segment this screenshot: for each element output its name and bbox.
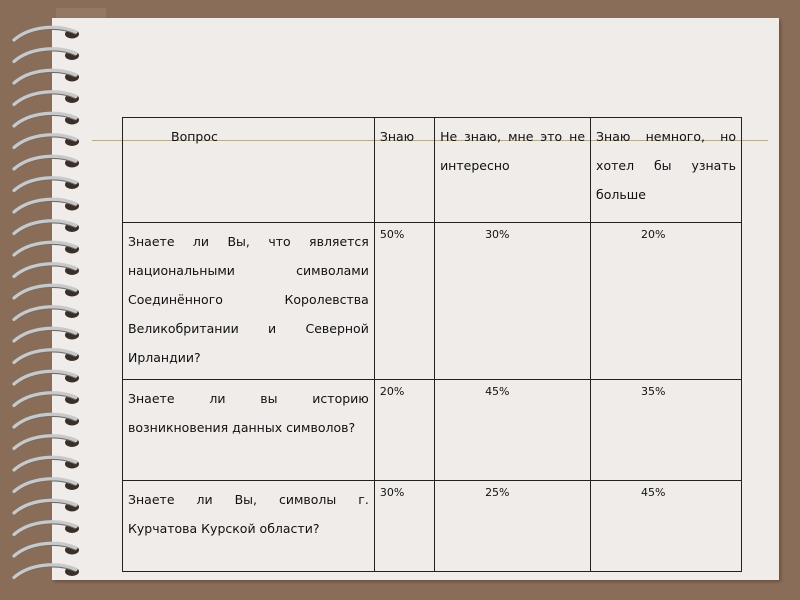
question-cell: Знаете ли Вы, символы г. Курчатова Курской области? (123, 481, 375, 572)
spiral-ring-icon (14, 199, 79, 214)
table-row (123, 223, 742, 380)
survey-table (122, 117, 742, 572)
question-cell: Знаете ли Вы, что является национальными символами Соединённого Королевства Великобритании и Северной Ирландии? (123, 223, 375, 380)
table-header-row (123, 118, 742, 223)
not-interested-cell: 25% (435, 481, 591, 572)
spiral-ring-icon (14, 328, 79, 343)
spiral-ring-icon (14, 307, 79, 322)
spiral-ring-icon (14, 522, 79, 537)
know-cell: 50% (374, 223, 434, 380)
spiral-ring-icon (14, 285, 79, 300)
want-more-cell: 45% (591, 481, 742, 572)
header-question: Вопрос (123, 118, 375, 223)
header-want-more: Знаю немного, но хотел бы узнать больше (591, 118, 742, 223)
spiral-ring-icon (14, 371, 79, 386)
know-cell: 20% (374, 380, 434, 481)
spiral-ring-icon (14, 221, 79, 236)
spiral-binding-icon (10, 22, 90, 582)
spiral-ring-icon (14, 264, 79, 279)
not-interested-cell: 45% (435, 380, 591, 481)
spiral-ring-icon (14, 49, 79, 64)
question-cell: Знаете ли вы историю возникновения данных символов? (123, 380, 375, 481)
spiral-ring-icon (14, 436, 79, 451)
spiral-ring-icon (14, 565, 79, 580)
spiral-ring-icon (14, 242, 79, 257)
spiral-ring-icon (14, 70, 79, 85)
know-cell: 30% (374, 481, 434, 572)
spiral-ring-icon (14, 393, 79, 408)
table-row (123, 380, 742, 481)
spiral-ring-icon (14, 135, 79, 150)
spiral-ring-icon (14, 178, 79, 193)
header-know: Знаю (374, 118, 434, 223)
not-interested-cell: 30% (435, 223, 591, 380)
spiral-ring-icon (14, 414, 79, 429)
spiral-ring-icon (14, 92, 79, 107)
table-row (123, 481, 742, 572)
spiral-ring-icon (14, 350, 79, 365)
header-not-interested: Не знаю, мне это не интересно (435, 118, 591, 223)
want-more-cell: 20% (591, 223, 742, 380)
spiral-ring-icon (14, 543, 79, 558)
spiral-ring-icon (14, 457, 79, 472)
want-more-cell: 35% (591, 380, 742, 481)
spiral-ring-icon (14, 113, 79, 128)
spiral-ring-icon (14, 500, 79, 515)
spiral-ring-icon (14, 156, 79, 171)
spiral-ring-icon (14, 479, 79, 494)
spiral-ring-icon (14, 27, 79, 42)
